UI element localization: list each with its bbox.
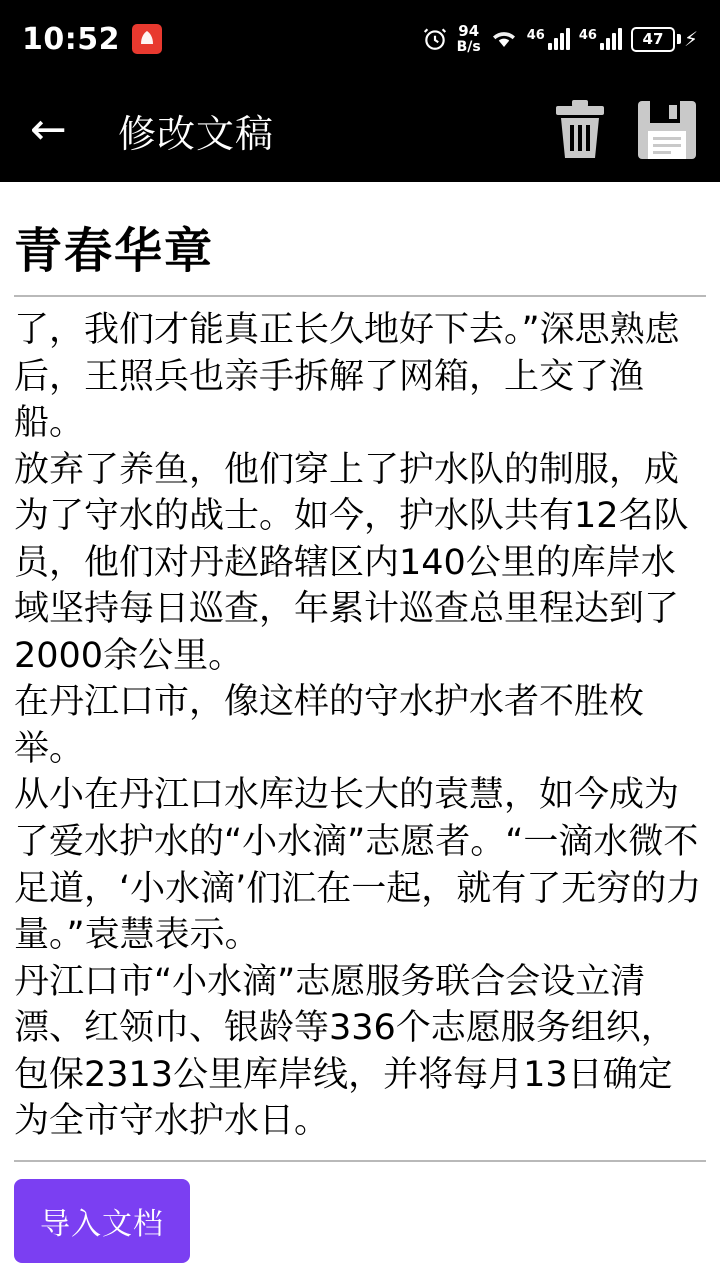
status-bar-right <box>422 24 698 54</box>
page-title: 修改文稿 <box>118 111 275 156</box>
document-editor[interactable] <box>0 182 720 1162</box>
import-document-button[interactable]: 导入文档 <box>14 1179 190 1263</box>
app-bar-actions <box>552 99 698 161</box>
document-body[interactable] <box>14 297 706 1145</box>
paragraph-5: 丹江口市“小水滴”志愿服务联合会设立清漂、红领巾、银龄等336个志愿服务组织，包保2313公里库岸线，并将每月13日确定为全市守水护水日。 <box>14 961 676 1142</box>
paragraph-4: 从小在丹江口水库边长大的袁慧，如今成为了爱水护水的“小水滴”志愿者。“一滴水微不足道，‘小水滴’们汇在一起，就有了无穷的力量。”袁慧表示。 <box>14 775 702 956</box>
alarm-icon <box>422 26 448 52</box>
battery-percent: 47 <box>631 27 675 52</box>
wifi-gen-label: 46 <box>526 28 545 43</box>
battery-tip <box>677 34 681 44</box>
bottom-bar <box>0 1162 720 1280</box>
huawei-glyph-icon <box>136 28 158 50</box>
signal-icon-2 <box>579 28 622 50</box>
network-speed-value: 94 <box>458 22 480 41</box>
delete-button[interactable] <box>552 100 608 160</box>
back-icon[interactable]: ← <box>30 104 67 155</box>
wifi-icon <box>490 27 518 51</box>
paragraph-3: 在丹江口市，像这样的守水护水者不胜枚举。 <box>14 682 645 769</box>
body-bottom-divider <box>14 1160 706 1162</box>
status-clock: 10:52 <box>22 21 120 57</box>
save-button[interactable] <box>636 99 698 161</box>
network-speed-unit: B/s <box>456 38 481 55</box>
charging-bolt-icon: ⚡ <box>683 27 698 51</box>
signal-bars-2 <box>600 28 622 50</box>
status-bar <box>0 0 720 78</box>
signal-bars-1 <box>548 28 570 50</box>
floppy-save-icon <box>636 99 698 161</box>
huawei-app-badge-icon <box>132 24 162 54</box>
signal-icon-1 <box>527 28 570 50</box>
paragraph-1: 了，我们才能真正长久地好下去。”深思熟虑后，王照兵也亲手拆解了网箱，上交了渔船。 <box>14 310 680 444</box>
status-bar-left <box>22 22 162 57</box>
sim-gen-label: 46 <box>578 28 597 43</box>
app-bar <box>0 78 720 182</box>
document-title[interactable]: 青春华章 <box>14 223 215 279</box>
battery-icon <box>631 27 698 52</box>
network-speed-indicator <box>457 24 481 54</box>
trash-icon <box>552 100 608 160</box>
paragraph-2: 放弃了养鱼，他们穿上了护水队的制服，成为了守水的战士。如今，护水队共有12名队员，他们对丹赵路辖区内140公里的库岸水域坚持每日巡查，年累计巡查总里程达到了2000余公里。 <box>14 449 689 676</box>
